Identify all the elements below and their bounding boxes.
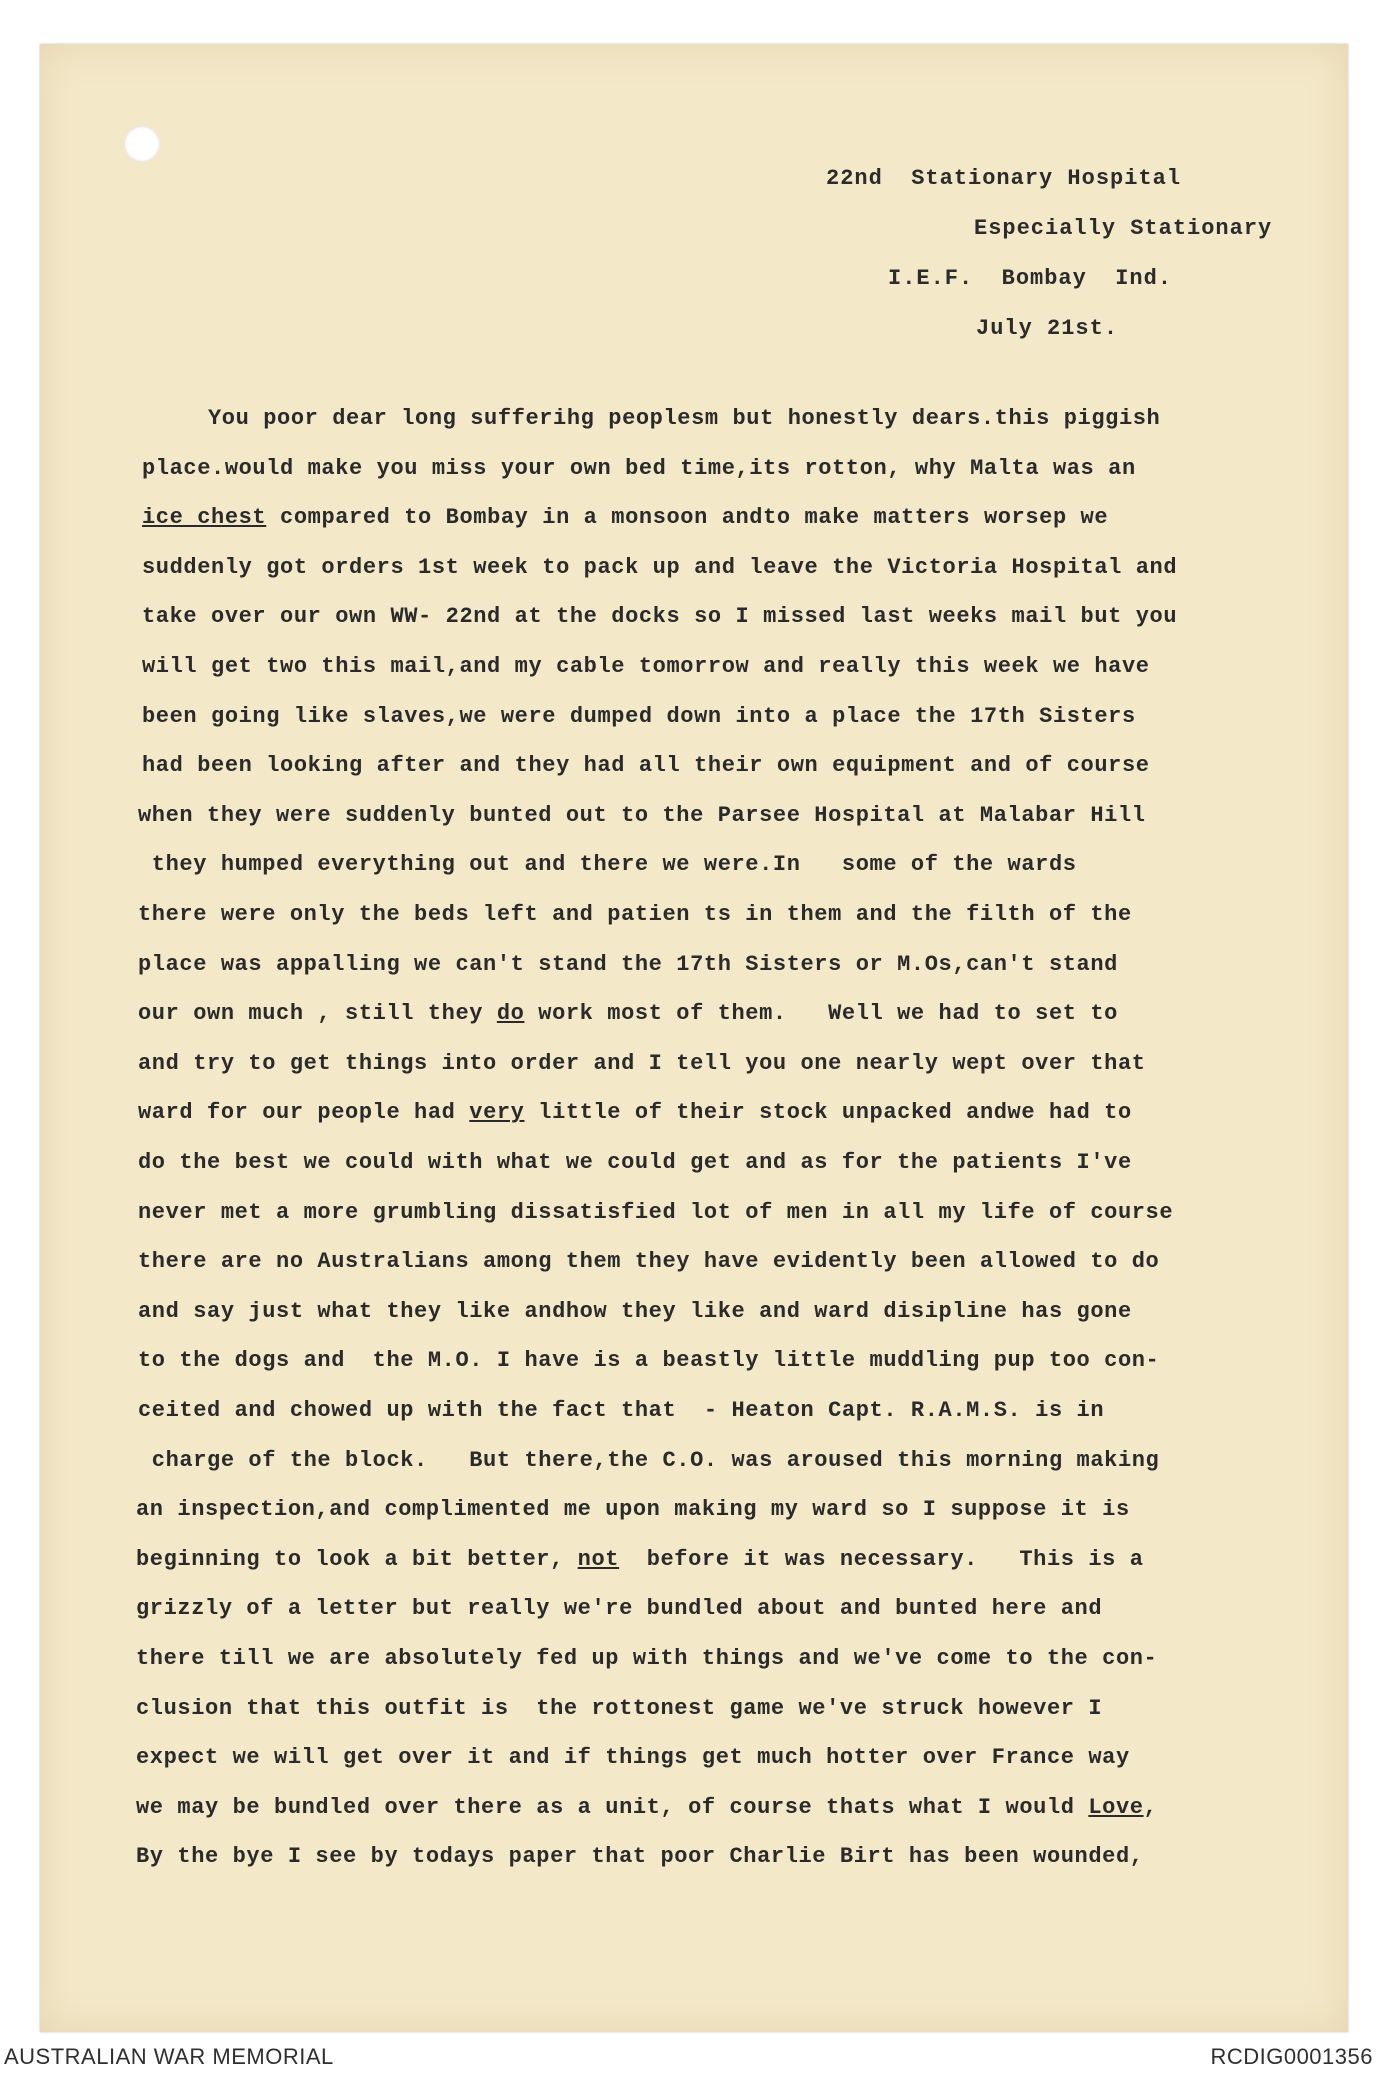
line-segment: ,: [1143, 1794, 1158, 1820]
line-segment: little of their stock unpacked andwe had to: [524, 1100, 1132, 1126]
line-segment: compared to Bombay in a monsoon andto make matters worsep we: [266, 505, 1109, 531]
letter-line: [136, 1547, 1144, 1572]
letter-line: never met a more grumbling dissatisfied lot of men in all my life of course: [138, 1199, 1174, 1225]
letter-line: there were only the beds left and patien ts in them and the filth of the: [138, 902, 1132, 927]
letter-line: place.would make you miss your own bed time,its rotton, why Malta was an: [142, 455, 1136, 481]
header-line-location: I.E.F. Bombay Ind.: [888, 266, 1173, 291]
letter-line: suddenly got orders 1st week to pack up and leave the Victoria Hospital and: [142, 554, 1178, 580]
letter-line: to the dogs and the M.O. I have is a beastly little muddling pup too con-: [138, 1348, 1160, 1374]
line-segment: ward for our people had: [138, 1100, 470, 1126]
letter-line: there till we are absolutely fed up with things and we've come to the con-: [136, 1646, 1158, 1671]
line-segment: beginning to look a bit better,: [136, 1546, 578, 1572]
letter-page: [40, 44, 1348, 2032]
letter-line: [136, 1795, 1157, 1820]
letter-line: charge of the block. But there,the C.O. was aroused this morning making: [138, 1447, 1160, 1473]
underlined-word: Love: [1088, 1794, 1144, 1820]
letter-line: do the best we could with what we could get and as for the patients I've: [138, 1150, 1132, 1175]
header-line-hospital: 22nd Stationary Hospital: [826, 166, 1182, 191]
underlined-word: not: [577, 1546, 620, 1572]
footer-reference-id: RCDIG0001356: [1210, 2044, 1373, 2069]
letter-line: and say just what they like andhow they like and ward disipline has gone: [138, 1298, 1132, 1324]
letter-line: You poor dear long sufferihg peoplesm but honestly dears.this piggish: [208, 406, 1161, 431]
letter-line: they humped everything out and there we were.In some of the wards: [138, 852, 1077, 878]
line-segment: we may be bundled over there as a unit, of course thats what I would: [136, 1794, 1089, 1820]
letter-line: when they were suddenly bunted out to the Parsee Hospital at Malabar Hill: [138, 802, 1146, 828]
letter-line: [138, 1001, 1118, 1026]
letter-line: been going like slaves,we were dumped down into a place the 17th Sisters: [142, 703, 1136, 729]
letter-line: had been looking after and they had all their own equipment and of course: [142, 753, 1150, 779]
header-line-especially: Especially Stationary: [974, 216, 1273, 241]
letter-line: grizzly of a letter but really we're bundled about and bunted here and: [136, 1596, 1103, 1622]
underlined-word: very: [469, 1100, 525, 1126]
line-segment: before it was necessary. This is a: [619, 1546, 1144, 1572]
letter-line: [142, 505, 1108, 530]
letter-line: take over our own WW- 22nd at the docks so I missed last weeks mail but you: [142, 604, 1178, 630]
letter-line: ceited and chowed up with the fact that - Heaton Capt. R.A.M.S. is in: [138, 1398, 1105, 1423]
footer-archive-name: AUSTRALIAN WAR MEMORIAL: [4, 2044, 334, 2069]
underlined-word: ice chest: [142, 505, 267, 531]
line-segment: our own much , still they: [138, 1001, 497, 1027]
line-segment: work most of them. Well we had to set to: [524, 1001, 1118, 1027]
letter-line: expect we will get over it and if things get much hotter over France way: [136, 1745, 1130, 1771]
letter-line: and try to get things into order and I tell you one nearly wept over that: [138, 1050, 1146, 1076]
underlined-word: do: [496, 1001, 525, 1027]
letter-line: By the bye I see by todays paper that poor Charlie Birt has been wounded,: [136, 1844, 1144, 1870]
letter-line: [138, 1100, 1132, 1125]
letter-line: an inspection,and complimented me upon making my ward so I suppose it is: [136, 1497, 1130, 1523]
letter-line: clusion that this outfit is the rottonest game we've struck however I: [136, 1695, 1103, 1721]
header-line-date: July 21st.: [976, 316, 1119, 341]
letter-line: there are no Australians among them they have evidently been allowed to do: [138, 1249, 1160, 1275]
letter-line: will get two this mail,and my cable tomorrow and really this week we have: [142, 654, 1150, 679]
letter-body: [40, 44, 1348, 2032]
letter-line: place was appalling we can't stand the 17th Sisters or M.Os,can't stand: [138, 951, 1118, 977]
